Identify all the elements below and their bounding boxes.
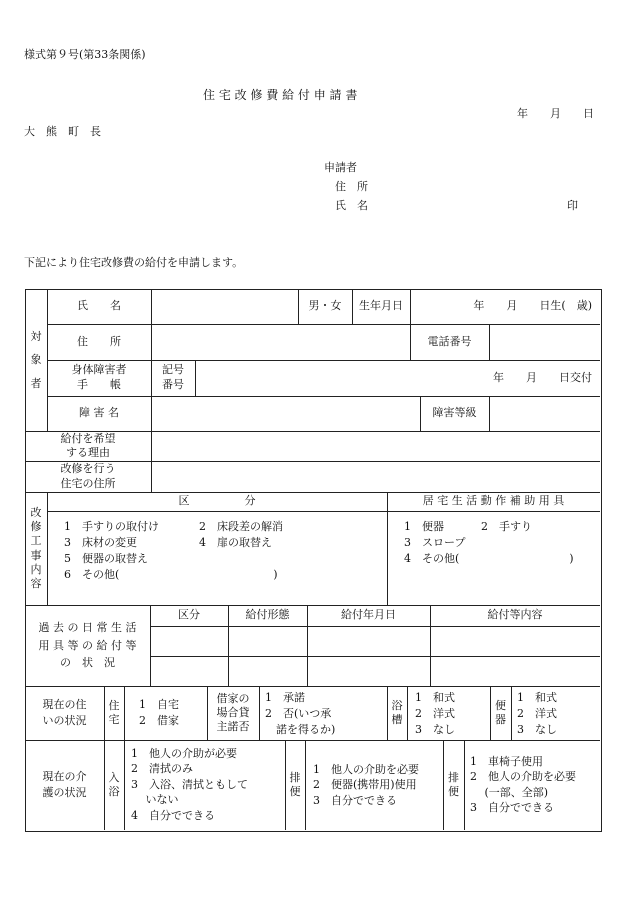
work-item-1[interactable]: 1 手すりの取付け <box>64 520 159 533</box>
subject-section-label <box>25 289 47 431</box>
bathing-label-char-2: 浴 <box>108 785 120 798</box>
device-item-2[interactable]: 2 手すり <box>481 520 532 533</box>
sex-selector[interactable]: 男・女 <box>308 299 342 313</box>
handbook-code-line-1: 記号 <box>162 363 184 377</box>
device-item-4[interactable]: 4 その他( ) <box>404 552 574 565</box>
care-label-line-1: 現在の介 <box>42 770 87 784</box>
past-row-1[interactable] <box>150 626 600 656</box>
bathing-option-3-cont: いない <box>131 793 179 807</box>
excretion-label-char-2: 便 <box>289 785 301 798</box>
subject-label-char-3: 者 <box>30 376 42 390</box>
reason-label <box>25 431 151 461</box>
disability-field[interactable] <box>151 396 420 431</box>
subject-label-char-1: 対 <box>30 330 42 344</box>
recipient: 大 熊 町 長 <box>24 125 101 138</box>
past-label-line-1: 過 去 の 日 常 生 活 <box>38 621 137 635</box>
rental-label-line-3: 主諾否 <box>216 720 250 734</box>
seal-mark: 印 <box>567 199 578 212</box>
subject-name-field[interactable] <box>151 289 298 324</box>
renovation-address-label <box>25 461 151 492</box>
rental-label-line-1: 借家の <box>216 691 250 705</box>
excretion2-option-2[interactable]: 2 他人の介助を必要 <box>470 770 576 784</box>
subject-address-label: 住 所 <box>77 334 121 348</box>
applicant-address-label: 住 所 <box>335 180 368 193</box>
phone-field[interactable] <box>489 324 600 360</box>
excretion-label-char-1: 排 <box>289 770 301 784</box>
toilet-label-char-1: 便 <box>495 698 506 712</box>
handbook-issue-field[interactable]: 年 月 日交付 <box>493 370 592 384</box>
excretion2-options[interactable] <box>470 754 576 816</box>
intro-text: 下記により住宅改修費の給付を申請します。 <box>24 256 244 269</box>
bathing-label-char-1: 入 <box>108 770 120 784</box>
work-item-4[interactable]: 4 扉の取替え <box>199 536 272 549</box>
birth-date-field[interactable]: 年 月 日生( 歳) <box>473 299 592 313</box>
care-label-line-2: 護の状況 <box>42 786 87 799</box>
bathtub-option-2[interactable]: 2 洋式 <box>415 706 455 720</box>
handbook-label <box>47 360 151 396</box>
house-label-char-2: 宅 <box>108 713 120 726</box>
bathtub-option-3[interactable]: 3 なし <box>415 722 455 736</box>
bathtub-options[interactable] <box>415 690 455 738</box>
past-row-2[interactable] <box>150 656 600 686</box>
bathing-label <box>104 740 124 830</box>
work-label-char-3: 工 <box>30 534 42 548</box>
bathing-option-2[interactable]: 2 清拭のみ <box>131 762 193 776</box>
past-header-content: 給付等内容 <box>487 608 543 622</box>
rental-option-1[interactable]: 1 承諾 <box>265 691 305 704</box>
subject-address-field[interactable] <box>151 324 410 360</box>
past-label-line-2: 用 具 等 の 給 付 等 <box>38 638 137 652</box>
work-label-char-6: 容 <box>30 577 42 591</box>
disability-label: 障 害 名 <box>79 406 119 420</box>
disability-grade-label: 障害等級 <box>432 406 477 420</box>
toilet-options[interactable] <box>517 690 557 738</box>
work-item-3[interactable]: 3 床材の変更 <box>64 536 137 549</box>
handbook-label-line-2: 手 帳 <box>77 378 121 391</box>
bathtub-option-1[interactable]: 1 和式 <box>415 691 455 704</box>
reason-label-line-1: 給付を希望 <box>60 431 116 445</box>
excretion-label <box>285 740 305 830</box>
reason-label-line-2: する理由 <box>66 446 110 459</box>
bathing-options[interactable] <box>131 746 248 823</box>
past-header-form: 給付形態 <box>245 608 290 622</box>
past-label-line-3: の 状 況 <box>59 656 115 670</box>
rental-label-line-2: 場合貸 <box>216 705 250 719</box>
house-label <box>104 686 124 740</box>
bathing-option-4[interactable]: 4 自分でできる <box>131 808 215 822</box>
housing-label-line-1: 現在の住 <box>42 698 87 712</box>
handbook-code-label <box>151 360 195 396</box>
bathtub-label <box>387 686 407 740</box>
excretion2-option-2-cont: (一部、全部) <box>470 785 549 799</box>
bathing-option-3[interactable]: 3 入浴、清拭ともして <box>131 777 248 791</box>
subject-label-char-2: 象 <box>30 353 42 367</box>
bathtub-label-char-2: 槽 <box>391 713 403 726</box>
form-title: 住 宅 改 修 費 給 付 申 請 書 <box>203 88 358 102</box>
work-label-char-5: 内 <box>30 562 42 576</box>
phone-label: 電話番号 <box>427 334 472 348</box>
work-item-2[interactable]: 2 床段差の解消 <box>199 520 283 533</box>
work-item-5[interactable]: 5 便器の取替え <box>64 552 148 565</box>
work-section-label <box>25 492 47 605</box>
applicant-label: 申請者 <box>324 161 357 174</box>
rental-option-2[interactable]: 2 否(いつ承 <box>265 706 332 720</box>
excretion2-label <box>443 740 464 830</box>
excretion-option-1[interactable]: 1 他人の介助を必要 <box>313 763 419 776</box>
toilet-option-3[interactable]: 3 なし <box>517 722 557 736</box>
disability-grade-field[interactable] <box>489 396 600 431</box>
house-label-char-1: 住 <box>108 698 120 712</box>
birth-date-label: 生年月日 <box>359 299 403 313</box>
renovation-address-line-1: 改修を行う <box>60 462 116 476</box>
subject-name-label: 氏 名 <box>77 299 121 313</box>
work-label-char-1: 改 <box>30 505 42 519</box>
bathtub-label-char-1: 浴 <box>391 698 403 712</box>
handbook-code-line-2: 番号 <box>162 378 184 391</box>
housing-label-line-2: いの状況 <box>42 714 87 727</box>
toilet-option-2[interactable]: 2 洋式 <box>517 706 557 720</box>
reason-field[interactable] <box>151 431 600 461</box>
house-option-2[interactable]: 2 借家 <box>139 713 179 727</box>
excretion2-label-char-1: 排 <box>448 770 459 784</box>
work-label-char-4: 事 <box>30 548 42 562</box>
work-item-6[interactable]: 6 その他( ) <box>64 568 278 581</box>
applicant-name-label: 氏 名 <box>335 199 368 212</box>
rental-option-2-cont: 諾を得るか) <box>265 722 336 736</box>
bathing-option-1[interactable]: 1 他人の介助が必要 <box>131 747 237 760</box>
rental-options[interactable] <box>265 690 335 738</box>
excretion2-option-1[interactable]: 1 車椅子使用 <box>470 755 543 768</box>
work-category-header: 区 分 <box>178 494 256 508</box>
renovation-address-field[interactable] <box>151 461 600 492</box>
form-number: 様式第９号(第33条関係) <box>24 48 146 61</box>
past-header-category: 区分 <box>178 608 200 622</box>
house-options[interactable] <box>139 697 179 729</box>
excretion-option-2[interactable]: 2 便器(携帯用)使用 <box>313 778 417 792</box>
housing-label <box>25 686 104 740</box>
excretion-options[interactable] <box>313 762 419 808</box>
excretion2-option-3[interactable]: 3 自分でできる <box>470 801 554 815</box>
application-date: 年 月 日 <box>517 107 594 120</box>
toilet-label <box>490 686 511 740</box>
excretion-option-3[interactable]: 3 自分でできる <box>313 793 397 807</box>
care-label <box>25 740 104 830</box>
past-header-date: 給付年月日 <box>341 608 396 622</box>
house-option-1[interactable]: 1 自宅 <box>139 698 179 711</box>
work-label-char-2: 修 <box>30 519 42 533</box>
excretion2-label-char-2: 便 <box>448 785 459 798</box>
device-item-1[interactable]: 1 便器 <box>404 520 444 533</box>
rental-consent-label <box>207 686 259 740</box>
assistive-device-header: 居 宅 生 活 動 作 補 助 用 具 <box>422 494 565 508</box>
toilet-option-1[interactable]: 1 和式 <box>517 691 557 704</box>
renovation-address-line-2: 住宅の住所 <box>60 476 116 490</box>
handbook-label-line-1: 身体障害者 <box>71 363 127 377</box>
toilet-label-char-2: 器 <box>495 713 506 726</box>
past-benefits-label <box>25 605 150 686</box>
device-item-3[interactable]: 3 スロープ <box>404 536 466 549</box>
